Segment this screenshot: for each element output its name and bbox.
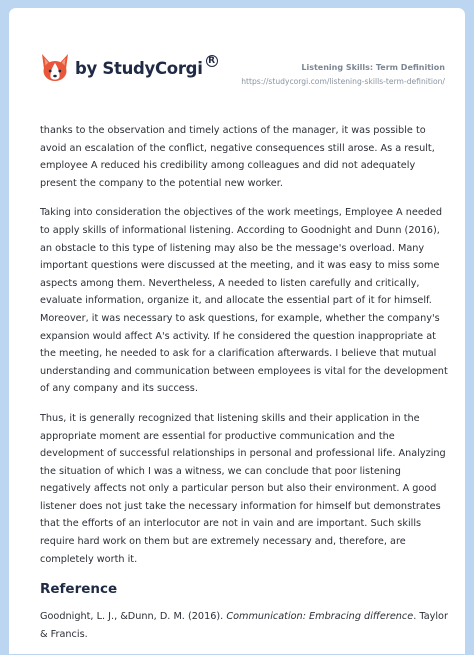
page-header [9, 8, 465, 98]
document-meta [241, 63, 445, 86]
paragraph-2: Taking into consideration the objectives of the work meetings, Employee A needed to apply skills of informational listening. According to Goodnight and Dunn (2016), an obstacle to this type of listening may also be the message's overload. Many important questions were discussed at the meeting, and it was easy to miss some aspects among them. Nevertheless, A needed to listen carefully and critically, evaluate information, organize it, and allocate the essential part of it for himself. Moreover, it was necessary to ask questions, for example, whether the company's expansion would affect A's activity. If he considered the question inappropriate at the meeting, he needed to ask for a clarification afterwards. I believe that mutual understanding and communication between employees is vital for the development of any company and its success. [40, 207, 448, 395]
paragraph-1: thanks to the observation and timely actions of the manager, it was possible to avoid an escalation of the conflict, negative consequences still arose. As a result, employee A reduced his credibility among colleagues and did not adequately present the company to the potential new worker. [40, 125, 435, 189]
corgi-icon [39, 52, 71, 84]
reference-authors: Goodnight, L. J., &Dunn, D. M. (2016). [40, 611, 227, 623]
logo-text: by StudyCorgi [75, 58, 203, 78]
document-body [40, 122, 449, 655]
studycorgi-logo[interactable] [39, 52, 218, 84]
document-title: Listening Skills: Term Definition [301, 63, 445, 72]
reference-title: Communication: Embracing difference [226, 611, 414, 623]
registered-mark: R [206, 55, 218, 67]
reference-entry [40, 608, 449, 643]
document-url[interactable]: https://studycorgi.com/listening-skills-term-definition/ [241, 77, 445, 86]
document-page [9, 8, 465, 654]
paragraph-3: Thus, it is generally recognized that listening skills and their application in the appropriate moment are essential for productive communication and the development of successful relationships in personal and professional life. Analyzing the situation of which I was a witness, we can conclude that poor listening negatively affects not only a particular person but also their environment. A good listener does not just take the necessary information for himself but demonstrates that the efforts of an interlocutor are not in vain and are important. Such skills require hard work on them but are extremely necessary and, therefore, are completely worth it. [40, 412, 446, 565]
reference-publisher: . Taylor & Francis. [40, 611, 448, 640]
reference-heading: Reference [40, 581, 118, 598]
